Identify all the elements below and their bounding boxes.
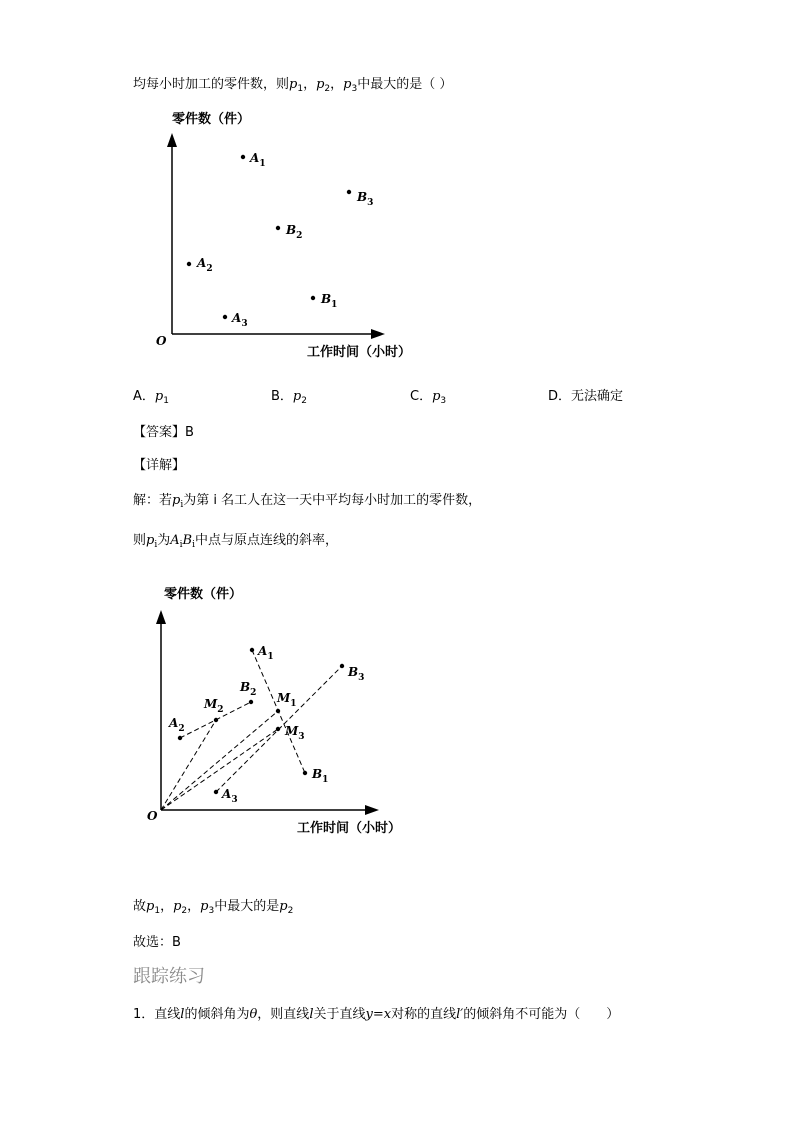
fig2-point-a2 xyxy=(178,736,182,740)
fig2-point-m2 xyxy=(214,718,218,722)
scatter-figure-2 xyxy=(140,580,440,840)
fig2-point-b1 xyxy=(303,771,307,775)
fig2-label-m1: $M_1$ xyxy=(277,691,297,709)
fig1-x-arrow xyxy=(371,329,385,339)
fig1-label-b1: $B_1$ xyxy=(321,292,338,310)
fig2-label-b1: $B_1$ xyxy=(312,767,329,785)
fig2-label-a1: $A_1$ xyxy=(258,644,274,662)
fig2-origin-label: O xyxy=(147,809,158,823)
intro-line: 均每小时加工的零件数，则$p_1$，$p_2$，$p_3$中最大的是（ ） xyxy=(133,77,453,94)
fig2-label-b2: $B_2$ xyxy=(240,680,257,698)
fig1-point-a3 xyxy=(223,315,227,319)
fig2-y-arrow xyxy=(156,610,166,624)
fig2-x-axis-label: 工作时间（小时） xyxy=(297,821,402,836)
section-title: 跟踪练习 xyxy=(133,966,205,987)
fig2-point-m3 xyxy=(276,727,280,731)
detail-label: 【详解】 xyxy=(133,458,186,473)
fig1-label-b2: $B_2$ xyxy=(286,223,303,241)
choice-line: 故选：B xyxy=(133,935,181,950)
fig2-label-m3: $M_3$ xyxy=(285,724,305,742)
answer-line: 【答案】B xyxy=(133,425,194,440)
option-a: A．$p_1$ xyxy=(133,389,169,406)
fig2-label-m2: $M_2$ xyxy=(204,697,224,715)
fig2-label-a3: $A_3$ xyxy=(222,787,238,805)
option-b: B．$p_2$ xyxy=(271,389,307,406)
fig2-point-b3 xyxy=(340,664,344,668)
fig2-x-arrow xyxy=(365,805,379,815)
fig1-point-b3 xyxy=(347,190,351,194)
solution-line-2: 则$p_i$为$A_iB_i$中点与原点连线的斜率， xyxy=(133,533,338,550)
fig2-y-axis-label: 零件数（件） xyxy=(164,587,243,602)
fig2-point-a1 xyxy=(250,648,254,652)
fig1-point-b2 xyxy=(276,226,280,230)
fig2-point-b2 xyxy=(249,700,253,704)
conclusion-line: 故$p_1$，$p_2$，$p_3$中最大的是$p_2$ xyxy=(133,899,294,916)
fig2-segment-o-m3 xyxy=(161,729,278,810)
fig2-point-a3 xyxy=(214,790,218,794)
fig1-point-a1 xyxy=(241,155,245,159)
fig1-y-arrow xyxy=(167,133,177,147)
fig2-dashed-lines xyxy=(161,650,342,810)
option-c: C．$p_3$ xyxy=(410,389,447,406)
fig1-label-a2: $A_2$ xyxy=(197,256,213,274)
fig1-y-axis-label: 零件数（件） xyxy=(172,112,251,127)
fig1-x-axis-label: 工作时间（小时） xyxy=(307,345,412,360)
fig1-label-b3: $B_3$ xyxy=(357,190,374,208)
option-d: D．无法确定 xyxy=(548,389,624,404)
scatter-figure-1 xyxy=(140,105,440,365)
fig1-label-a3: $A_3$ xyxy=(232,311,248,329)
fig2-label-a2: $A_2$ xyxy=(169,716,185,734)
fig1-origin-label: O xyxy=(156,334,167,348)
solution-line-1: 解：若$p_i$为第 i 名工人在这一天中平均每小时加工的零件数， xyxy=(133,493,482,510)
fig2-point-m1 xyxy=(276,709,280,713)
fig1-point-b1 xyxy=(311,296,315,300)
fig1-point-a2 xyxy=(187,262,191,266)
question-1: 1．直线l的倾斜角为θ，则直线l关于直线y=x对称的直线l′的倾斜角不可能为（ ） xyxy=(133,1007,620,1022)
fig1-label-a1: $A_1$ xyxy=(250,151,266,169)
fig2-label-b3: $B_3$ xyxy=(348,665,365,683)
